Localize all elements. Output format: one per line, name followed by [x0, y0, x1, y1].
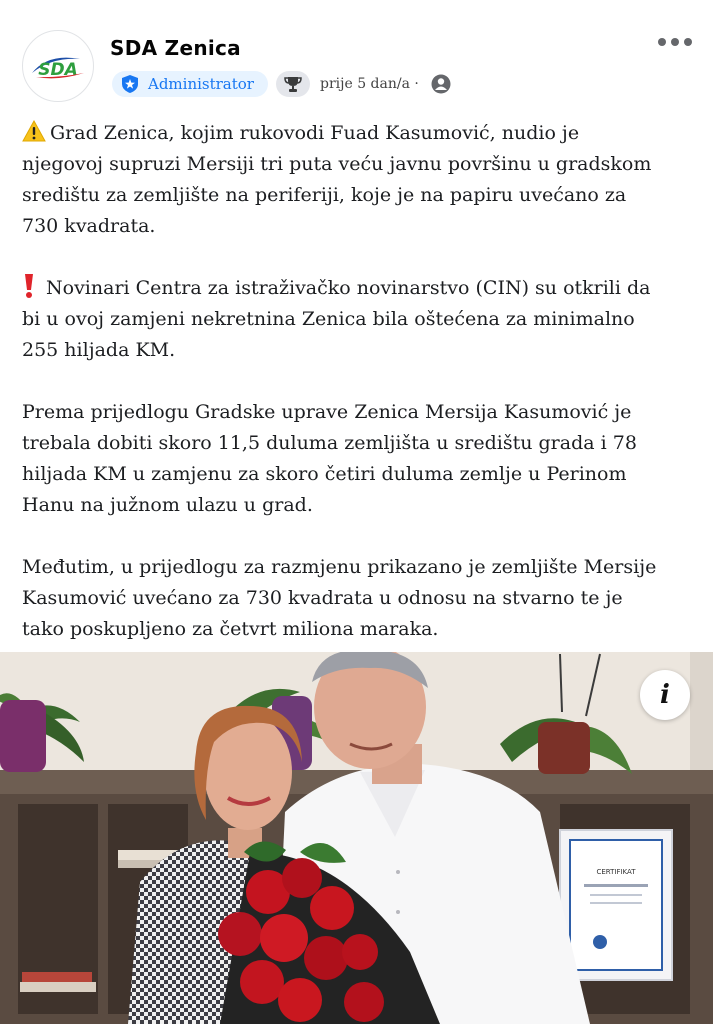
post-line: njegovoj supruzi Mersiji tri puta veću javnu površinu u gradskom	[22, 153, 652, 175]
photo-info-button[interactable]: i	[640, 670, 690, 720]
post-line: bi u ovoj zamjeni nekretnina Zenica bila oštećena za minimalno	[22, 308, 635, 330]
administrator-badge-label: Administrator	[148, 75, 254, 93]
page-name-link[interactable]: SDA Zenica	[110, 36, 241, 60]
post-paragraph	[22, 273, 702, 366]
sda-logo-icon	[28, 51, 88, 81]
svg-text:CERTIFIKAT: CERTIFIKAT	[596, 868, 636, 876]
post-line: tako poskupljeno za četvrt miliona maraka.	[22, 618, 439, 640]
more-horizontal-icon	[658, 38, 666, 46]
post-line: 730 kvadrata.	[22, 215, 156, 237]
post-line: Hanu na južnom ulazu u grad.	[22, 494, 313, 516]
more-options-button[interactable]	[650, 30, 700, 54]
post-photo[interactable]	[0, 652, 713, 1024]
post-line: hiljada KM u zamjenu za skoro četiri duluma zemlje u Perinom	[22, 463, 627, 485]
friends-icon[interactable]	[431, 74, 451, 94]
post-line: središtu za zemljište na periferiji, koje je na papiru uvećano za	[22, 184, 627, 206]
post-paragraph	[22, 397, 702, 521]
post-text	[22, 118, 702, 676]
post-line: 255 hiljada KM.	[22, 339, 176, 361]
post-line: Međutim, u prijedlogu za razmjenu prikazano je zemljište Mersije	[22, 556, 657, 578]
exclamation-icon	[22, 273, 36, 299]
more-horizontal-icon	[684, 38, 692, 46]
post-paragraph	[22, 552, 702, 645]
trophy-icon	[284, 75, 302, 93]
shield-star-icon	[120, 74, 140, 94]
post-meta-row	[112, 70, 451, 98]
more-horizontal-icon	[671, 38, 679, 46]
svg-text:SDA: SDA	[38, 60, 78, 80]
top-fan-badge[interactable]	[276, 71, 310, 97]
post-photo-illustration	[0, 652, 713, 1024]
post-paragraph	[22, 118, 702, 242]
administrator-badge[interactable]	[112, 71, 268, 97]
post-header	[0, 0, 713, 110]
warning-icon	[22, 120, 46, 142]
page-avatar[interactable]	[22, 30, 94, 102]
post-line: Grad Zenica, kojim rukovodi Fuad Kasumović, nudio je	[50, 122, 580, 144]
post-timestamp-link[interactable]: prije 5 dan/a ·	[319, 76, 419, 92]
post-line: Prema prijedlogu Gradske uprave Zenica Mersija Kasumović je	[22, 401, 632, 423]
post-line: Novinari Centra za istraživačko novinarstvo (CIN) su otkrili da	[46, 277, 651, 299]
post-line: Kasumović uvećano za 730 kvadrata u odnosu na stvarno te je	[22, 587, 623, 609]
certificate-frame	[560, 830, 672, 980]
post-line: trebala dobiti skoro 11,5 duluma zemljišta u središtu grada i 78	[22, 432, 637, 454]
